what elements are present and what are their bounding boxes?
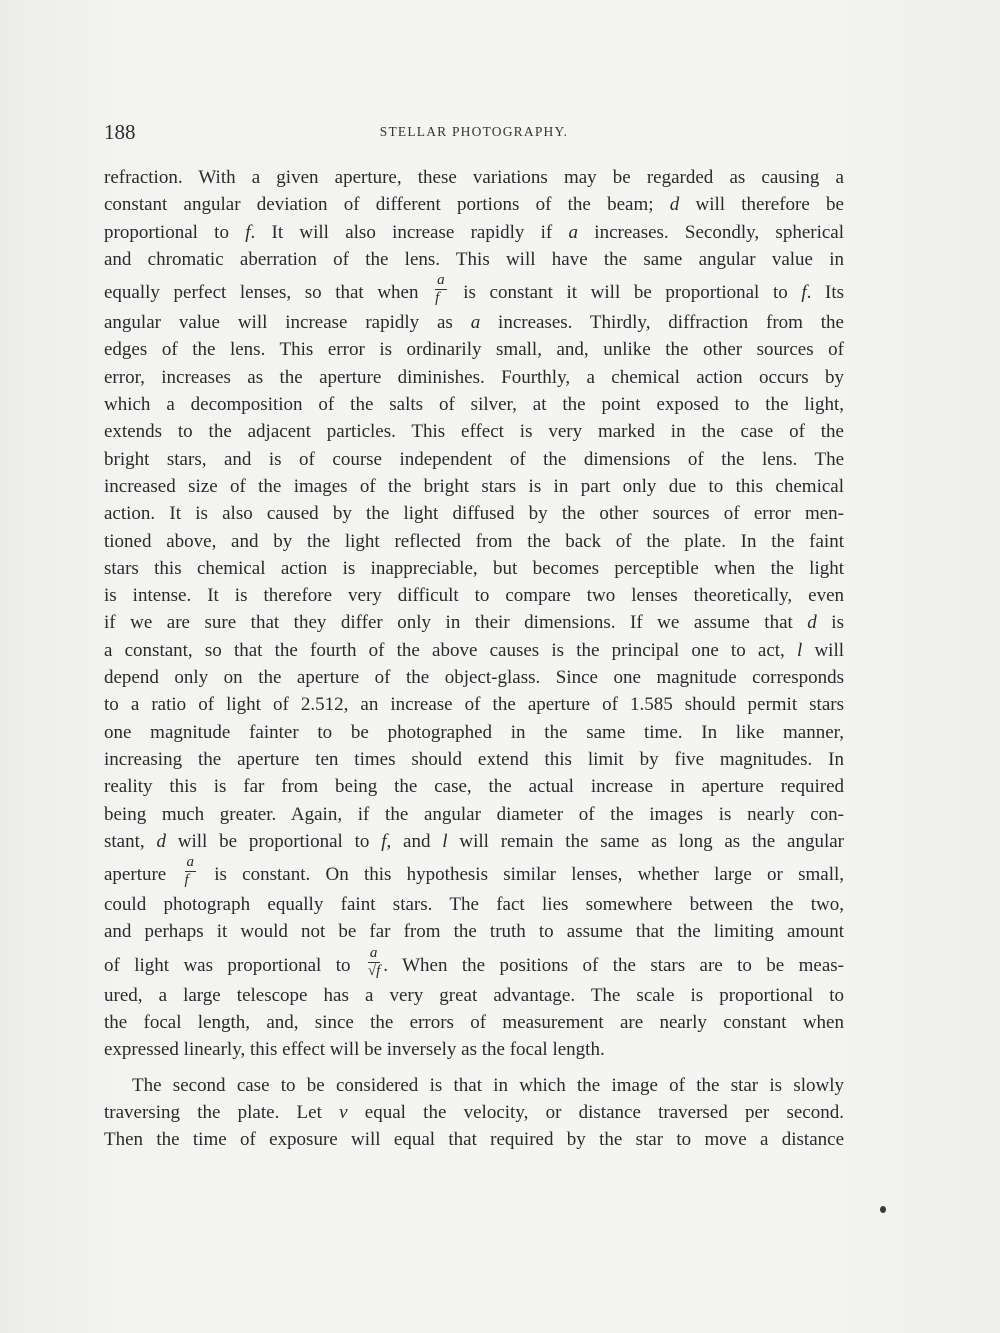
text-line: stant, d will be proportional to f, and l will remain the same as long as the angular bbox=[104, 830, 845, 852]
ink-speck bbox=[880, 1206, 886, 1213]
text-line: expressed linearly, this effect will be inversely as the focal length. bbox=[104, 1039, 605, 1061]
text-line: extends to the adjacent particles. This effect is very marked in the case of the bbox=[104, 421, 844, 443]
page-number: 188 bbox=[104, 120, 136, 144]
text-line: of light was proportional to $\frac{a}{√f}$ . When the positions of the stars are to be meas- bbox=[104, 944, 844, 979]
text-line: ured, a large telescope has a very great advantage. The scale is proportional to bbox=[104, 984, 844, 1006]
running-head: STELLAR PHOTOGRAPHY. bbox=[379, 124, 569, 139]
text-line: reality this is far from being the case, the actual increase in aperture required bbox=[104, 776, 844, 798]
text-line: stars this chemical action is inappreciable, but becomes perceptible when the light bbox=[104, 557, 844, 579]
text-line: could photograph equally faint stars. The fact lies somewhere between the two, bbox=[104, 894, 844, 916]
text-line: constant angular deviation of different portions of the beam; d will therefore be bbox=[104, 194, 844, 216]
text-line: equally perfect lenses, so that when $\frac{a}{f}$ is constant it will be proportional to f. Its bbox=[104, 272, 844, 307]
text-line: to a ratio of light of 2.512, an increase of the aperture of 1.585 should permit stars bbox=[104, 694, 844, 716]
text-line: being much greater. Again, if the angular diameter of the images is nearly con- bbox=[104, 803, 844, 825]
fraction-a-over-f: $\frac{a}{f}$ bbox=[435, 272, 445, 307]
text-line: proportional to f. It will also increase rapidly if a increases. Secondly, spherical bbox=[104, 221, 844, 243]
text-line: The second case to be considered is that in which the image of the star is slowly bbox=[132, 1074, 844, 1096]
text-line: the focal length, and, since the errors of measurement are nearly constant when bbox=[104, 1012, 844, 1034]
text-line: angular value will increase rapidly as a increases. Thirdly, diffraction from the bbox=[104, 312, 844, 334]
text-line: increasing the aperture ten times should extend this limit by five magnitudes. In bbox=[104, 748, 844, 770]
text-line: aperture $\frac{a}{f}$ is constant. On this hypothesis similar lenses, whether large or small, bbox=[104, 854, 845, 889]
text-line: which a decomposition of the salts of silver, at the point exposed to the light, bbox=[104, 394, 844, 416]
text-line: edges of the lens. This error is ordinarily small, and, unlike the other sources of bbox=[104, 339, 844, 361]
text-line: increased size of the images of the bright stars is in part only due to this chemical bbox=[104, 475, 844, 497]
text-line: Then the time of exposure will equal that required by the star to move a distance bbox=[104, 1129, 844, 1151]
paragraph-gap bbox=[104, 1064, 844, 1072]
body-text bbox=[104, 164, 844, 1154]
text-line: one magnitude fainter to be photographed in the same time. In like manner, bbox=[104, 721, 844, 743]
text-line: bright stars, and is of course independent of the dimensions of the lens. The bbox=[104, 448, 844, 470]
text-line: and chromatic aberration of the lens. This will have the same angular value in bbox=[104, 248, 844, 270]
text-line: refraction. With a given aperture, these variations may be regarded as causing a bbox=[104, 167, 844, 188]
page-header bbox=[104, 120, 844, 144]
fraction-a-over-root-f: $\frac{a}{√f}$ bbox=[367, 944, 381, 979]
text-line: traversing the plate. Let v equal the velocity, or distance traversed per second. bbox=[104, 1101, 844, 1123]
text-line: and perhaps it would not be far from the truth to assume that the limiting amount bbox=[104, 921, 844, 943]
text-line: error, increases as the aperture diminishes. Fourthly, a chemical action occurs by bbox=[104, 366, 844, 388]
text-line: is intense. It is therefore very difficult to compare two lenses theoretically, even bbox=[104, 585, 844, 607]
text-line: depend only on the aperture of the object-glass. Since one magnitude corresponds bbox=[104, 667, 844, 689]
text-line: tioned above, and by the light reflected from the back of the plate. In the faint bbox=[104, 530, 844, 552]
text-line: action. It is also caused by the light diffused by the other sources of error men- bbox=[104, 503, 844, 525]
text-line: if we are sure that they differ only in their dimensions. If we assume that d is bbox=[104, 612, 844, 634]
text-line: a constant, so that the fourth of the above causes is the principal one to act, l will bbox=[104, 639, 845, 661]
fraction-a-over-f: $\frac{a}{f}$ bbox=[184, 854, 194, 889]
